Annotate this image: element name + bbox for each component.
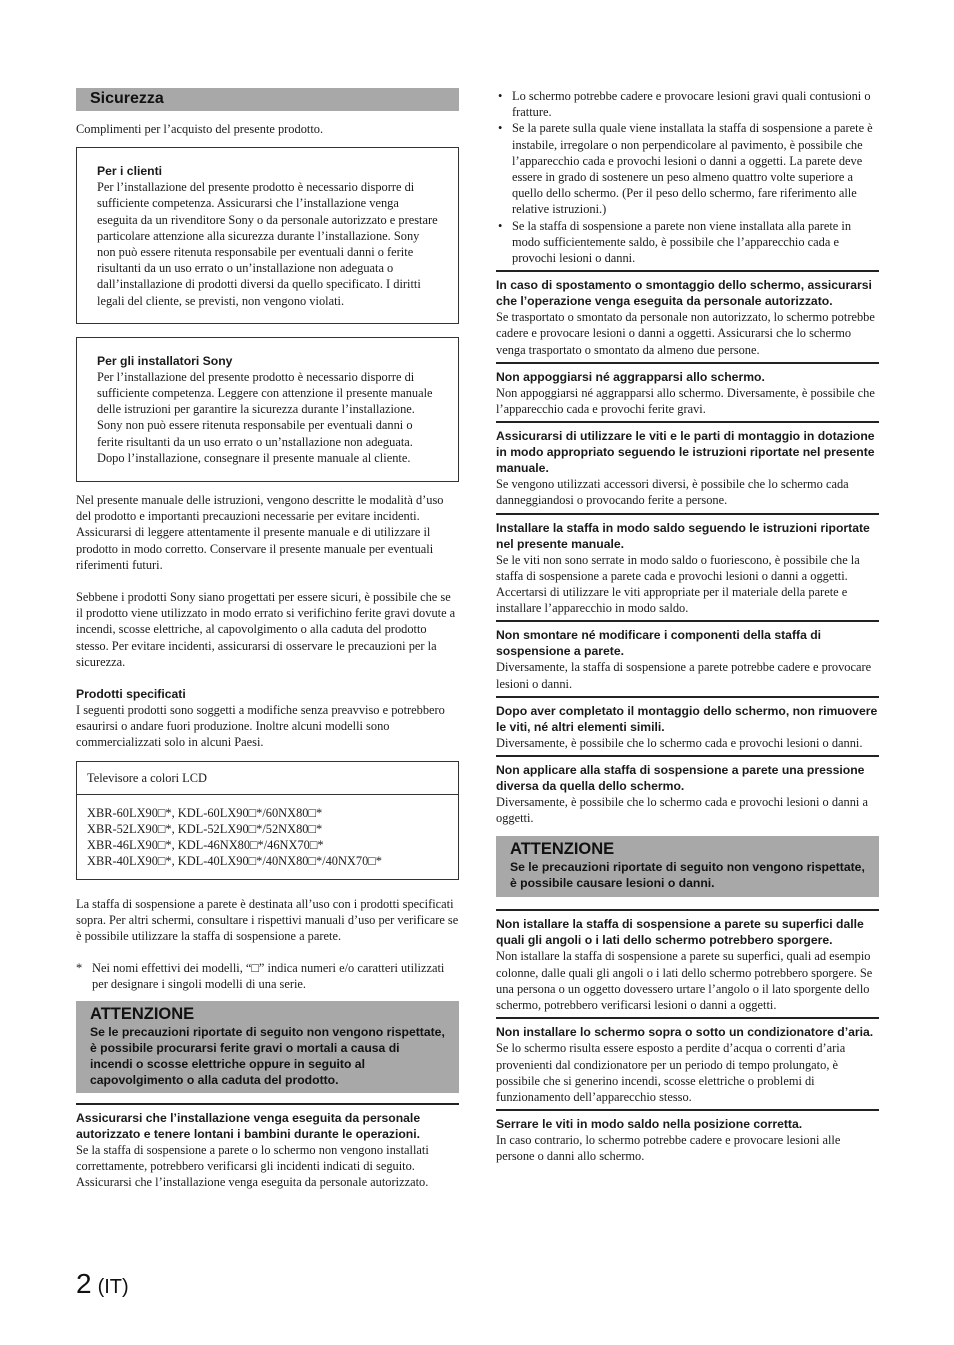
attention-text: Se le precauzioni riportate di seguito non vengono rispettate, è possibile procurarsi ferite gravi o mortali a causa di incendi o scosse elettriche oppure in seguito al capovolgimento o alla caduta del prodotto.	[90, 1024, 445, 1087]
warning-text: In caso contrario, lo schermo potrebbe cadere e provocare lesioni alle persone o danni allo schermo.	[496, 1133, 841, 1164]
note-text: Nei nomi effettivi dei modelli, “□” indica numeri e/o caratteri utilizzati per designare i singoli modelli di una serie.	[92, 961, 445, 992]
warning-block	[496, 909, 879, 1013]
warning-block	[496, 1109, 879, 1164]
bullet-list	[496, 88, 879, 266]
warning-title: Non installare lo schermo sopra o sotto un condizionatore d’aria.	[496, 1025, 874, 1040]
box-installers-text: Per l’installazione del presente prodotto è necessario disporre di sufficiente competenza. Leggere con attenzione il presente manuale delle istruzioni per garantire la sicurezza durante l’installazione. Sony non può essere ritenuta responsabile per eventuali danni o ferite risultanti da un uso errato o un’nstallazione non adeguata. Dopo l’installazione, consegnare il presente manuale al cliente.	[97, 369, 433, 465]
paragraph-bracket-use: La staffa di sospensione a parete è destinata all’uso con i prodotti specificati sopra. Per altri schermi, consultare i rispettivi manuali d’uso per verificare se è possibile utilizzare la staffa di sospensione a parete.	[76, 896, 459, 943]
models-table	[76, 761, 459, 880]
page-number	[76, 1268, 129, 1300]
list-item: • Lo schermo potrebbe cadere e provocare lesioni gravi quali contusioni o fratture.	[496, 88, 879, 120]
attention-box-right	[496, 836, 879, 897]
warning-text: Se la staffa di sospensione a parete o lo schermo non vengono installati correttamente, potrebbero verificarsi gli incidenti indicati di seguito. Assicurarsi che l’installazione venga eseguita da personale autorizzato.	[76, 1142, 429, 1189]
warning-block	[496, 362, 879, 417]
attention-title: ATTENZIONE	[90, 1004, 195, 1023]
list-item: • Se la staffa di sospensione a parete non viene installata alla parete in modo sufficientemente saldo, è possibile che l’apparecchio cada e provochi lesioni o danni.	[496, 218, 879, 267]
warning-title: Assicurarsi che l’installazione venga eseguita da personale autorizzato e tenere lontani i bambini durante le operazioni.	[76, 1110, 421, 1141]
box-per-gli-installatori	[76, 337, 459, 482]
paragraph-safety: Sebbene i prodotti Sony siano progettati per essere sicuri, è possibile che se il prodotto viene utilizzato in modo errato si verifichino ferite gravi dovute a incendi, scosse elettriche, al capovolgimento o alla caduta del prodotto stesso. Per evitare incidenti, assicurarsi di osservare le precauzioni per la sicurezza.	[76, 590, 456, 669]
box-installers-title: Per gli installatori Sony	[97, 353, 233, 368]
warning-block	[496, 696, 879, 751]
models-table-body	[77, 795, 458, 879]
warning-block	[496, 755, 879, 826]
warning-text: Non appoggiarsi né aggrapparsi allo schermo. Diversamente, è possibile che l’apparecchio cada e provochi ferite gravi.	[496, 385, 875, 417]
warning-title: In caso di spostamento o smontaggio dello schermo, assicurarsi che l’operazione venga eseguita da personale autorizzato.	[496, 278, 872, 309]
model-note	[76, 960, 459, 992]
right-column	[496, 88, 879, 1165]
page-number-digit: 2	[76, 1268, 92, 1299]
left-column	[76, 88, 459, 1190]
attention-title: ATTENZIONE	[510, 840, 615, 859]
warning-text: Se vengono utilizzati accessori diversi, è possibile che lo schermo cada danneggiandosi o provocando ferite a persone.	[496, 477, 849, 508]
attention-text: Se le precauzioni riportate di seguito non vengono rispettate, è possibile causare lesioni o danni.	[510, 860, 865, 891]
section-title-sicurezza: Sicurezza	[76, 88, 459, 111]
note-asterisk: *	[76, 961, 83, 976]
model-row: XBR-40LX90□*, KDL-40LX90□*/40NX80□*/40NX70□*	[87, 854, 382, 869]
warning-text: Se trasportato o smontato da personale non autorizzato, lo schermo potrebbe cadere e provocare lesioni o danni a oggetti. Assicurarsi che lo schermo venga trasportato o smontato da almeno due persone.	[496, 310, 875, 357]
warning-title: Non applicare alla staffa di sospensione a parete una pressione diversa da quella dello schermo.	[496, 763, 865, 794]
paragraph-manual: Nel presente manuale delle istruzioni, vengono descritte le modalità d’uso del prodotto e importanti precauzioni necessarie per evitare incidenti. Assicurarsi di leggere attentamente il presente manuale e di utilizzare il prodotto in modo corretto. Conservare il presente manuale per eventuali riferimenti futuri.	[76, 493, 444, 572]
intro-text: Complimenti per l’acquisto del presente prodotto.	[76, 122, 324, 136]
warning-title: Non istallare la staffa di sospensione a parete su superfici dalle quali gli angoli o i lati dello schermo potrebbero sporgere.	[496, 917, 864, 948]
warning-text: Diversamente, è possibile che lo schermo cada e provochi lesioni o danni.	[496, 735, 863, 750]
warning-title: Non smontare né modificare i componenti della staffa di sospensione a parete.	[496, 628, 822, 659]
warning-title: Assicurarsi di utilizzare le viti e le parti di montaggio in dotazione in modo appropriato seguendo le istruzioni riportate nel presente manuale.	[496, 429, 875, 476]
warning-text: Se le viti non sono serrate in modo saldo o fuoriescono, è possibile che la staffa di sospensione a parete cada e provochi lesioni o danni a oggetti. Accertarsi di utilizzare le viti appropriate per il materiale della parete e installare l’apparecchio in modo saldo.	[496, 552, 860, 616]
warning-text: Diversamente, la staffa di sospensione a parete potrebbe cadere e provocare lesioni o danni.	[496, 660, 872, 691]
model-row: XBR-46LX90□*, KDL-46NX80□*/46NX70□*	[87, 838, 324, 853]
box-per-i-clienti	[76, 147, 459, 324]
warning-title: Serrare le viti in modo saldo nella posizione corretta.	[496, 1117, 803, 1132]
warning-block	[496, 421, 879, 508]
warning-block	[496, 270, 879, 358]
warning-block	[496, 620, 879, 691]
page-language: (IT)	[97, 1276, 129, 1298]
warning-text: Non istallare la staffa di sospensione a parete su superfici, quali ad esempio colonne, dalle quali gli angoli o i lati dello schermo potrebbero sporgere. Se una persona o un oggetto dovessero urtare l’angolo o il lato sporgente dello schermo, potrebbero verificarsi lesioni o danni a oggetti.	[496, 949, 873, 1013]
warning-title: Dopo aver completato il montaggio dello schermo, non rimuovere le viti, né altri elementi simili.	[496, 703, 878, 734]
warning-text: Diversamente, è possibile che lo schermo cada e provochi lesioni o danni a oggetti.	[496, 795, 868, 826]
model-row: XBR-60LX90□*, KDL-60LX90□*/60NX80□*	[87, 805, 323, 820]
warning-block	[496, 513, 879, 617]
warning-title: Installare la staffa in modo saldo seguendo le istruzioni riportate nel presente manuale.	[496, 520, 870, 551]
warning-block	[76, 1103, 459, 1191]
model-row: XBR-52LX90□*, KDL-52LX90□*/52NX80□*	[87, 821, 323, 836]
list-item: • Se la parete sulla quale viene installata la staffa di sospensione a parete è instabile, irregolare o non perpendicolare al pavimento, è possibile che l’apparecchio cada e provochi lesioni o danni a oggetti. La parete deve essere in grado di sostenere un peso almeno quattro volte superiore a quello dello schermo. (Per il peso dello schermo, fare riferimento alle relative istruzioni.)	[496, 120, 879, 217]
warning-block	[496, 1017, 879, 1105]
box-clients-text: Per l’installazione del presente prodotto è necessario disporre di sufficiente competenza. Assicurarsi che l’installazione venga eseguita da un rivenditore Sony o da personale autorizzato e prestare particolare attenzione alla sicurezza durante l’installazione. Sony non può essere ritenuta responsabile per eventuali danni o ferite risultanti da un uso errato o un’installazione non adeguata o dall’installazione di prodotti diversi da quello specificato. I diritti legali del cliente, se previsti, non vengono violati.	[97, 180, 438, 308]
models-table-header: Televisore a colori LCD	[77, 762, 458, 795]
box-clients-title: Per i clienti	[97, 164, 163, 179]
products-title: Prodotti specificati	[76, 687, 186, 702]
warning-title: Non appoggiarsi né aggrapparsi allo schermo.	[496, 369, 765, 384]
products-text: I seguenti prodotti sono soggetti a modifiche senza preavviso e potrebbero esaurirsi o andare fuori produzione. Inoltre alcuni modelli sono commercializzati solo in alcuni Paesi.	[76, 703, 445, 750]
attention-box-left	[76, 1001, 459, 1093]
warning-text: Se lo schermo risulta essere esposto a perdite d’acqua o correnti d’aria provenienti dal condizionatore per un periodo di tempo prolungato, è possibile che si generino incendi, scosse elettriche o problemi di funzionamento dell’apparecchio stesso.	[496, 1041, 846, 1104]
